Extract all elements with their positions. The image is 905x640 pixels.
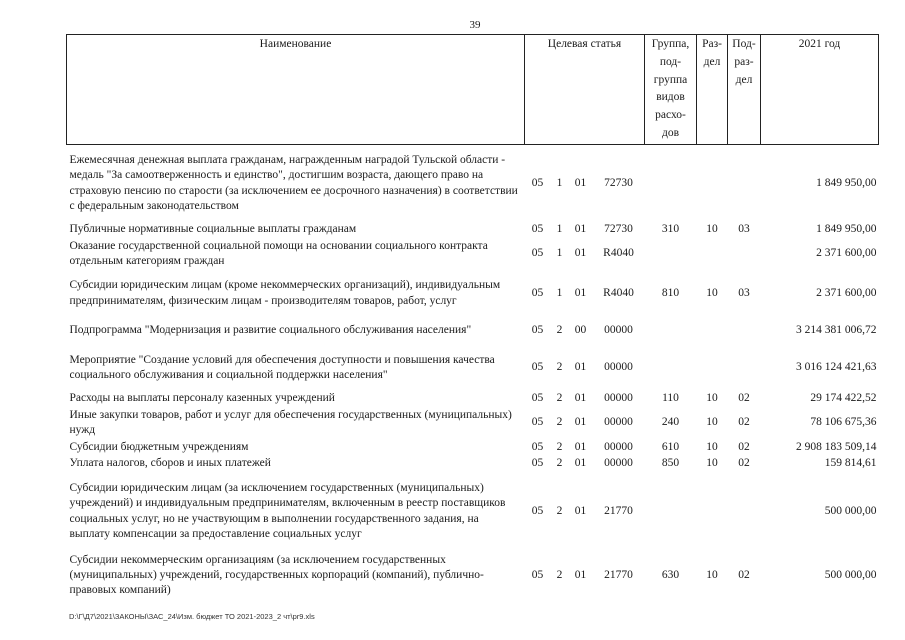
target-code-subprogram: 1 <box>556 223 563 236</box>
target-code-direction: 72730 <box>604 223 633 236</box>
target-code-event: 01 <box>574 440 587 453</box>
target-code-event: 01 <box>574 568 587 581</box>
row-name: Оказание государственной социальной помощи на основании социального контракта отдельным категориям граждан <box>69 239 488 268</box>
target-code-event: 01 <box>574 391 587 404</box>
expense-group: 610 <box>661 440 680 453</box>
row-name: Субсидии бюджетным учреждениям <box>69 440 249 453</box>
expense-group <box>645 144 697 222</box>
target-code-direction: 00000 <box>604 416 633 429</box>
row-name: Расходы на выплаты персоналу казенных учреждений <box>69 391 335 404</box>
section: 10 <box>706 391 718 404</box>
target-code-event: 01 <box>574 177 587 190</box>
subsection <box>728 346 761 391</box>
amount-2021: 78 106 675,36 <box>810 416 877 429</box>
row-name: Иные закупки товаров, работ и услуг для обеспечения государственных (муниципальных) нужд <box>69 408 512 437</box>
header-row <box>67 35 879 145</box>
target-code-program: 05 <box>531 391 544 404</box>
target-code-direction: 21770 <box>604 504 633 517</box>
subsection <box>728 144 761 222</box>
section <box>697 317 728 346</box>
subsection: 03 <box>738 286 750 299</box>
target-code-event: 01 <box>574 223 587 236</box>
target-code-program: 05 <box>531 177 544 190</box>
section: 10 <box>706 416 718 429</box>
target-code-program: 05 <box>531 440 544 453</box>
expense-group: 810 <box>661 286 680 299</box>
row-name: Субсидии некоммерческим организациям (за исключением государственных (муниципальных) учреждений, государственных корпораций (компаний), публично-правовых компаний) <box>69 553 484 597</box>
subsection: 03 <box>738 223 750 236</box>
subsection: 02 <box>738 416 750 429</box>
amount-2021: 29 174 422,52 <box>810 391 877 404</box>
section: 10 <box>706 440 718 453</box>
table-row <box>67 552 879 600</box>
target-code-program: 05 <box>531 361 544 374</box>
section: 10 <box>706 223 718 236</box>
expense-group: 310 <box>661 223 680 236</box>
table-row <box>67 271 879 317</box>
target-code-event: 01 <box>574 286 587 299</box>
header-year: 2021 год <box>761 35 879 145</box>
expense-group <box>645 472 697 552</box>
target-code-subprogram: 1 <box>556 286 563 299</box>
section <box>697 238 728 271</box>
table-row <box>67 440 879 456</box>
target-code-subprogram: 1 <box>556 177 563 190</box>
target-code-program: 05 <box>531 286 544 299</box>
amount-2021: 2 371 600,00 <box>816 247 877 260</box>
subsection: 02 <box>738 568 750 581</box>
target-code-direction: 00000 <box>604 440 633 453</box>
expense-group: 240 <box>661 416 680 429</box>
target-code-direction: 00000 <box>604 324 633 337</box>
expense-group: 630 <box>661 568 680 581</box>
amount-2021: 159 814,61 <box>824 456 877 469</box>
header-target-article: Целевая статья <box>525 35 645 145</box>
expense-group <box>645 238 697 271</box>
subsection <box>728 238 761 271</box>
amount-2021: 1 849 950,00 <box>816 223 877 236</box>
table-row <box>67 222 879 237</box>
section <box>697 346 728 391</box>
target-code-event: 00 <box>574 324 587 337</box>
amount-2021: 3 016 124 421,63 <box>796 361 877 374</box>
row-name: Субсидии юридическим лицам (за исключением государственных (муниципальных) учреждений) и индивидуальным предпринимателям, включенным в реестр поставщиков социальных услуг, но не участвующим в выполнении государственного задания, на выплату компенсации за предоставление социальных услуг <box>69 482 506 540</box>
subsection: 02 <box>738 440 750 453</box>
target-code-program: 05 <box>531 223 544 236</box>
header-subsection: Под-раз-дел <box>728 35 761 145</box>
expense-group <box>645 317 697 346</box>
amount-2021: 2 908 183 509,14 <box>796 440 877 453</box>
header-expense-group: Группа, под-группа видов расхо-дов <box>645 35 697 145</box>
table-row <box>67 317 879 346</box>
row-name: Подпрограмма "Модернизация и развитие социального обслуживания населения" <box>69 324 472 337</box>
target-code-subprogram: 2 <box>556 440 563 453</box>
expense-group <box>645 346 697 391</box>
page-number: 39 <box>469 19 481 31</box>
amount-2021: 1 849 950,00 <box>816 177 877 190</box>
amount-2021: 500 000,00 <box>824 504 877 517</box>
amount-2021: 3 214 381 006,72 <box>796 324 877 337</box>
file-path-footer: D:\Г\Д7\2021\ЗАКОНЫ\ЗАС_24\Изм. бюджет ТО 2021-2023_2 чт\pr9.xls <box>69 612 315 621</box>
section: 10 <box>706 456 718 469</box>
target-code-event: 01 <box>574 456 587 469</box>
target-code-subprogram: 2 <box>556 416 563 429</box>
row-name: Мероприятие "Создание условий для обеспечения доступности и повышения качества социального обслуживания и социальной поддержки населения" <box>69 353 495 382</box>
section: 10 <box>706 568 718 581</box>
target-code-direction: 72730 <box>604 177 633 190</box>
section <box>697 472 728 552</box>
target-code-subprogram: 2 <box>556 324 563 337</box>
target-code-subprogram: 2 <box>556 361 563 374</box>
row-name: Субсидии юридическим лицам (кроме некоммерческих организаций), индивидуальным предпринимателям, физическим лицам - производителям товаров, работ, услуг <box>69 279 501 307</box>
target-code-subprogram: 2 <box>556 568 563 581</box>
expense-group: 850 <box>661 456 680 469</box>
target-code-direction: 21770 <box>604 568 633 581</box>
subsection <box>728 472 761 552</box>
table-row <box>67 456 879 472</box>
target-code-direction: 00000 <box>604 391 633 404</box>
target-code-program: 05 <box>531 504 544 517</box>
target-code-event: 01 <box>574 361 587 374</box>
table-row <box>67 472 879 552</box>
expense-group: 110 <box>662 391 679 404</box>
target-code-subprogram: 2 <box>556 504 563 517</box>
target-code-direction: R4040 <box>603 247 634 260</box>
row-name: Публичные нормативные социальные выплаты гражданам <box>69 223 357 236</box>
target-code-program: 05 <box>531 416 544 429</box>
table-row <box>67 238 879 271</box>
target-code-program: 05 <box>531 247 544 260</box>
target-code-program: 05 <box>531 568 544 581</box>
target-code-direction: 00000 <box>604 456 633 469</box>
target-code-program: 05 <box>531 456 544 469</box>
table-row <box>67 391 879 407</box>
subsection: 02 <box>738 456 750 469</box>
target-code-subprogram: 2 <box>556 456 563 469</box>
amount-2021: 2 371 600,00 <box>816 286 877 299</box>
table-row <box>67 144 879 222</box>
row-name: Уплата налогов, сборов и иных платежей <box>69 456 271 469</box>
target-code-direction: 00000 <box>604 361 633 374</box>
table-row <box>67 346 879 391</box>
subsection: 02 <box>738 391 750 404</box>
row-name: Ежемесячная денежная выплата гражданам, награжденным наградой Тульской области - медаль "За самоотверженность и единство", достигшим возраста, дающего право на страховую пенсию по старости (за исключением ее досрочного назначения) в соответствии с федеральным законодательством <box>69 154 518 212</box>
target-code-subprogram: 2 <box>556 391 563 404</box>
table-row <box>67 407 879 440</box>
target-code-event: 01 <box>574 247 587 260</box>
amount-2021: 500 000,00 <box>824 568 877 581</box>
section: 10 <box>706 286 718 299</box>
target-code-event: 01 <box>574 416 587 429</box>
budget-table <box>66 34 879 600</box>
subsection <box>728 317 761 346</box>
target-code-event: 01 <box>574 504 587 517</box>
target-code-program: 05 <box>531 324 544 337</box>
target-code-direction: R4040 <box>603 286 634 299</box>
section <box>697 144 728 222</box>
target-code-subprogram: 1 <box>556 247 563 260</box>
header-name: Наименование <box>67 35 525 145</box>
header-section: Раз-дел <box>697 35 728 145</box>
